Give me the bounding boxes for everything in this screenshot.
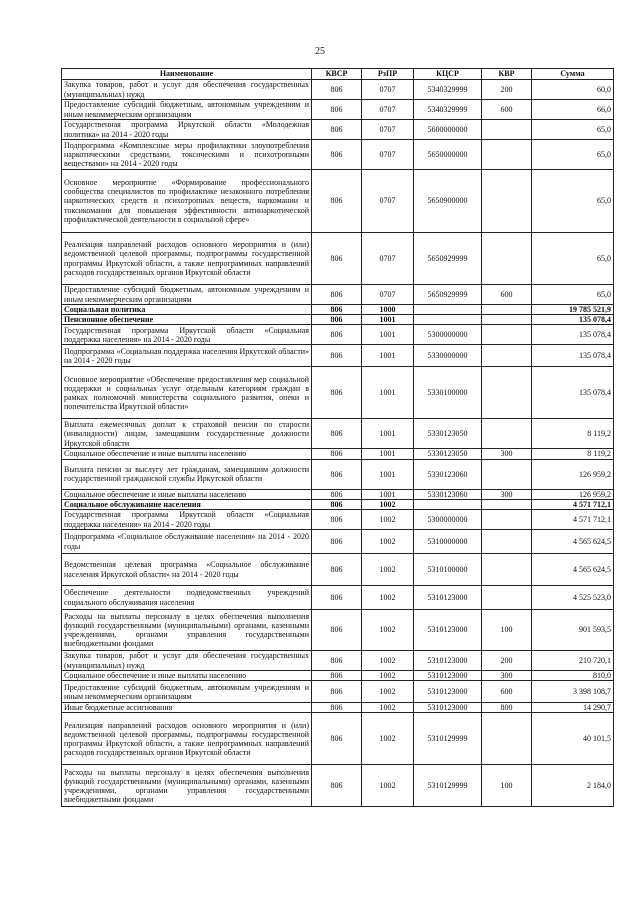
cell-rzpr: 1001	[362, 345, 414, 367]
cell-kvsr: 806	[312, 499, 362, 509]
cell-kvsr: 806	[312, 703, 362, 713]
cell-name: Выплата ежемесячных доплат к страховой пенсии по старости (инвалидности) лицам, замещавшим государственные должности Иркутской области	[62, 419, 312, 449]
cell-name: Социальная политика	[62, 305, 312, 315]
cell-sum: 65,0	[532, 140, 614, 170]
cell-kvr	[482, 233, 532, 285]
table-row	[62, 610, 614, 651]
cell-name: Предоставление субсидий бюджетным, автономным учреждениям и иным некоммерческим организациям	[62, 100, 312, 120]
cell-kcsr: 5650000000	[414, 140, 482, 170]
table-row	[62, 140, 614, 170]
cell-kcsr: 5650929999	[414, 233, 482, 285]
cell-rzpr: 0707	[362, 285, 414, 305]
cell-name: Предоставление субсидий бюджетным, автономным учреждениям и иным некоммерческим организациям	[62, 681, 312, 703]
cell-kvr: 800	[482, 703, 532, 713]
cell-kcsr: 5330123050	[414, 419, 482, 449]
cell-kcsr	[414, 315, 482, 325]
cell-sum: 4 571 712,1	[532, 510, 614, 530]
cell-name: Социальное обеспечение и иные выплаты населению	[62, 489, 312, 499]
cell-sum: 126 959,2	[532, 459, 614, 489]
cell-kvr: 600	[482, 285, 532, 305]
cell-name: Подпрограмма «Социальное обслуживание населения» на 2014 - 2020 годы	[62, 530, 312, 554]
cell-kcsr: 5300000000	[414, 510, 482, 530]
table-row	[62, 554, 614, 586]
cell-kcsr: 5650929999	[414, 285, 482, 305]
cell-kcsr: 5330123060	[414, 459, 482, 489]
cell-name: Ведомственная целевая программа «Социальное обслуживание населения Иркутской области» на 2014 - 2020 годы	[62, 554, 312, 586]
table-body	[62, 80, 614, 807]
table-header-row	[62, 69, 614, 80]
cell-kvr	[482, 499, 532, 509]
cell-kcsr: 5310123000	[414, 651, 482, 671]
cell-kcsr: 5650900000	[414, 170, 482, 233]
cell-sum: 4 525 523,0	[532, 586, 614, 610]
cell-kvsr: 806	[312, 100, 362, 120]
cell-sum: 8 119,2	[532, 419, 614, 449]
cell-name: Закупка товаров, работ и услуг для обеспечения государственных (муниципальных) нужд	[62, 80, 312, 100]
cell-sum: 19 785 521,9	[532, 305, 614, 315]
cell-sum: 65,0	[532, 233, 614, 285]
cell-kvsr: 806	[312, 554, 362, 586]
cell-kvsr: 806	[312, 449, 362, 459]
cell-kvr	[482, 325, 532, 345]
cell-rzpr: 1001	[362, 419, 414, 449]
cell-kvsr: 806	[312, 586, 362, 610]
cell-kvsr: 806	[312, 419, 362, 449]
cell-kvsr: 806	[312, 285, 362, 305]
cell-kvsr: 806	[312, 140, 362, 170]
cell-kvr: 600	[482, 681, 532, 703]
cell-kcsr: 5310100000	[414, 554, 482, 586]
cell-name: Социальное обслуживание населения	[62, 499, 312, 509]
cell-sum: 65,0	[532, 120, 614, 140]
cell-kvsr: 806	[312, 713, 362, 765]
cell-kcsr: 5330123050	[414, 449, 482, 459]
cell-rzpr: 1000	[362, 305, 414, 315]
cell-kvr: 100	[482, 765, 532, 807]
cell-kvsr: 806	[312, 233, 362, 285]
cell-rzpr: 1001	[362, 367, 414, 419]
cell-kvr	[482, 345, 532, 367]
table-row	[62, 499, 614, 509]
table-row	[62, 100, 614, 120]
cell-rzpr: 1002	[362, 681, 414, 703]
cell-name: Государственная программа Иркутской области «Социальная поддержка населения» на 2014 - 2020 годы	[62, 325, 312, 345]
cell-rzpr: 1002	[362, 554, 414, 586]
header-sum: Сумма	[532, 69, 614, 80]
cell-sum: 135 078,4	[532, 315, 614, 325]
cell-rzpr: 0707	[362, 80, 414, 100]
cell-kvr	[482, 554, 532, 586]
cell-rzpr: 0707	[362, 233, 414, 285]
cell-sum: 210 720,1	[532, 651, 614, 671]
table-row	[62, 459, 614, 489]
cell-name: Реализация направлений расходов основного мероприятия и (или) ведомственной целевой программы, подпрограммы государственной программы Иркутской области, а также непрограммных направлений расходов государственных органов Иркутской области	[62, 233, 312, 285]
cell-kvr: 300	[482, 449, 532, 459]
cell-kvsr: 806	[312, 459, 362, 489]
cell-kvr	[482, 305, 532, 315]
table-row	[62, 305, 614, 315]
cell-kvr: 300	[482, 671, 532, 681]
cell-rzpr: 1001	[362, 449, 414, 459]
table-row	[62, 315, 614, 325]
cell-sum: 4 571 712,1	[532, 499, 614, 509]
cell-kvr	[482, 713, 532, 765]
table-row	[62, 703, 614, 713]
table-row	[62, 325, 614, 345]
table-row	[62, 765, 614, 807]
cell-kvsr: 806	[312, 681, 362, 703]
table-row	[62, 671, 614, 681]
cell-kvsr: 806	[312, 765, 362, 807]
cell-sum: 135 078,4	[532, 367, 614, 419]
cell-kvsr: 806	[312, 345, 362, 367]
cell-kcsr: 5300000000	[414, 325, 482, 345]
cell-sum: 126 959,2	[532, 489, 614, 499]
cell-kvr: 100	[482, 610, 532, 651]
cell-kvsr: 806	[312, 170, 362, 233]
cell-rzpr: 0707	[362, 100, 414, 120]
cell-name: Закупка товаров, работ и услуг для обеспечения государственных (муниципальных) нужд	[62, 651, 312, 671]
table-row	[62, 713, 614, 765]
budget-table	[61, 68, 614, 807]
cell-sum: 810,0	[532, 671, 614, 681]
cell-kcsr: 5310123000	[414, 586, 482, 610]
cell-name: Основное мероприятие «Обеспечение предоставления мер социальной поддержки и социальных услуг отдельным категориям граждан в рамках полномочий министерства социального развития, опеки и попечительства Иркутской области»	[62, 367, 312, 419]
cell-sum: 135 078,4	[532, 325, 614, 345]
cell-name: Иные бюджетные ассигнования	[62, 703, 312, 713]
cell-kvsr: 806	[312, 610, 362, 651]
cell-kvsr: 806	[312, 651, 362, 671]
cell-rzpr: 1002	[362, 651, 414, 671]
cell-kcsr: 5340329999	[414, 100, 482, 120]
cell-name: Выплата пенсии за выслугу лет гражданам, замещавшим должности государственной гражданской службы Иркутской области	[62, 459, 312, 489]
cell-sum: 3 398 108,7	[532, 681, 614, 703]
table-row	[62, 170, 614, 233]
cell-name: Обеспечение деятельности подведомственных учреждений социального обслуживания населения	[62, 586, 312, 610]
cell-rzpr: 1002	[362, 713, 414, 765]
cell-rzpr: 1002	[362, 530, 414, 554]
cell-kvr: 600	[482, 100, 532, 120]
cell-rzpr: 0707	[362, 140, 414, 170]
cell-rzpr: 1002	[362, 671, 414, 681]
cell-kcsr: 5330123060	[414, 489, 482, 499]
cell-sum: 66,0	[532, 100, 614, 120]
cell-rzpr: 1002	[362, 610, 414, 651]
table-row	[62, 651, 614, 671]
cell-kcsr: 5310129999	[414, 713, 482, 765]
cell-name: Расходы на выплаты персоналу в целях обеспечения выполнения функций государственными (муниципальными) органами, казенными учреждениями, органами управления государственными внебюджетными фондами	[62, 765, 312, 807]
cell-kvsr: 806	[312, 80, 362, 100]
cell-name: Социальное обеспечение и иные выплаты населению	[62, 449, 312, 459]
header-kcsr: КЦСР	[414, 69, 482, 80]
cell-rzpr: 1002	[362, 703, 414, 713]
table-row	[62, 419, 614, 449]
cell-rzpr: 0707	[362, 120, 414, 140]
cell-kvr	[482, 419, 532, 449]
cell-rzpr: 1001	[362, 459, 414, 489]
cell-name: Подпрограмма «Социальная поддержка населения Иркутской области» на 2014 - 2020 годы	[62, 345, 312, 367]
cell-sum: 40 101,5	[532, 713, 614, 765]
cell-kcsr: 5310123000	[414, 671, 482, 681]
table-row	[62, 489, 614, 499]
cell-name: Предоставление субсидий бюджетным, автономным учреждениям и иным некоммерческим организациям	[62, 285, 312, 305]
cell-kcsr: 5310123000	[414, 610, 482, 651]
cell-kvsr: 806	[312, 325, 362, 345]
cell-kcsr: 5330000000	[414, 345, 482, 367]
cell-sum: 8 119,2	[532, 449, 614, 459]
cell-sum: 901 593,5	[532, 610, 614, 651]
cell-name: Государственная программа Иркутской области «Молодежная политика» на 2014 - 2020 годы	[62, 120, 312, 140]
cell-name: Государственная программа Иркутской области «Социальная поддержка населения» на 2014 - 2020 годы	[62, 510, 312, 530]
cell-sum: 4 565 624,5	[532, 530, 614, 554]
cell-sum: 65,0	[532, 285, 614, 305]
cell-kcsr	[414, 305, 482, 315]
cell-sum: 14 290,7	[532, 703, 614, 713]
table-row	[62, 285, 614, 305]
table-row	[62, 510, 614, 530]
cell-kcsr	[414, 499, 482, 509]
cell-kvsr: 806	[312, 671, 362, 681]
cell-rzpr: 1001	[362, 325, 414, 345]
cell-kvr: 300	[482, 489, 532, 499]
table-row	[62, 80, 614, 100]
cell-kvr: 200	[482, 80, 532, 100]
cell-rzpr: 0707	[362, 170, 414, 233]
table-row	[62, 120, 614, 140]
cell-kvr	[482, 170, 532, 233]
cell-kcsr: 5310123000	[414, 681, 482, 703]
cell-kcsr: 5330100000	[414, 367, 482, 419]
cell-kcsr: 5600000000	[414, 120, 482, 140]
cell-rzpr: 1001	[362, 315, 414, 325]
table-row	[62, 681, 614, 703]
cell-name: Расходы на выплаты персоналу в целях обеспечения выполнения функций государственными (муниципальными) органами, казенными учреждениями, органами управления государственными внебюджетными фондами	[62, 610, 312, 651]
cell-kvr	[482, 530, 532, 554]
table-row	[62, 586, 614, 610]
table-row	[62, 449, 614, 459]
cell-kvr	[482, 120, 532, 140]
cell-kvsr: 806	[312, 120, 362, 140]
cell-sum: 65,0	[532, 170, 614, 233]
cell-kcsr: 5310129999	[414, 765, 482, 807]
cell-name: Подпрограмма «Комплексные меры профилактики злоупотребления наркотическими средствами, токсическими и психотропными веществами» на 2014 - 2020 годы	[62, 140, 312, 170]
cell-kvr	[482, 315, 532, 325]
cell-kcsr: 5310123000	[414, 703, 482, 713]
table-row	[62, 367, 614, 419]
table-row	[62, 345, 614, 367]
cell-kvr	[482, 459, 532, 489]
cell-kvsr: 806	[312, 510, 362, 530]
cell-kvr: 200	[482, 651, 532, 671]
cell-kcsr: 5340329999	[414, 80, 482, 100]
cell-rzpr: 1001	[362, 489, 414, 499]
cell-kvsr: 806	[312, 489, 362, 499]
cell-rzpr: 1002	[362, 499, 414, 509]
cell-kvsr: 806	[312, 315, 362, 325]
cell-kvsr: 806	[312, 305, 362, 315]
cell-rzpr: 1002	[362, 765, 414, 807]
header-kvr: КВР	[482, 69, 532, 80]
cell-rzpr: 1002	[362, 586, 414, 610]
cell-rzpr: 1002	[362, 510, 414, 530]
table-row	[62, 233, 614, 285]
cell-kvsr: 806	[312, 530, 362, 554]
table-row	[62, 530, 614, 554]
page-number: 25	[315, 46, 325, 57]
cell-name: Основное мероприятие «Формирование профессионального сообщества специалистов по профилактике незаконного потребления наркотических средств и психотропных веществ, наркомании и токсикомании для повышения эффективности антинаркотической профилактической деятельности в социальной сфере»	[62, 170, 312, 233]
cell-kvr	[482, 510, 532, 530]
cell-sum: 2 184,0	[532, 765, 614, 807]
cell-kcsr: 5310000000	[414, 530, 482, 554]
header-name: Наименование	[62, 69, 312, 80]
cell-kvr	[482, 367, 532, 419]
cell-name: Социальное обеспечение и иные выплаты населению	[62, 671, 312, 681]
cell-sum: 4 565 624,5	[532, 554, 614, 586]
cell-sum: 135 078,4	[532, 345, 614, 367]
cell-name: Пенсионное обеспечение	[62, 315, 312, 325]
cell-kvr	[482, 586, 532, 610]
cell-kvsr: 806	[312, 367, 362, 419]
cell-name: Реализация направлений расходов основного мероприятия и (или) ведомственной целевой программы, подпрограммы государственной программы Иркутской области, а также непрограммных направлений расходов государственных органов Иркутской области	[62, 713, 312, 765]
header-kvsr: КВСР	[312, 69, 362, 80]
header-rzpr: РзПР	[362, 69, 414, 80]
cell-sum: 60,0	[532, 80, 614, 100]
cell-kvr	[482, 140, 532, 170]
